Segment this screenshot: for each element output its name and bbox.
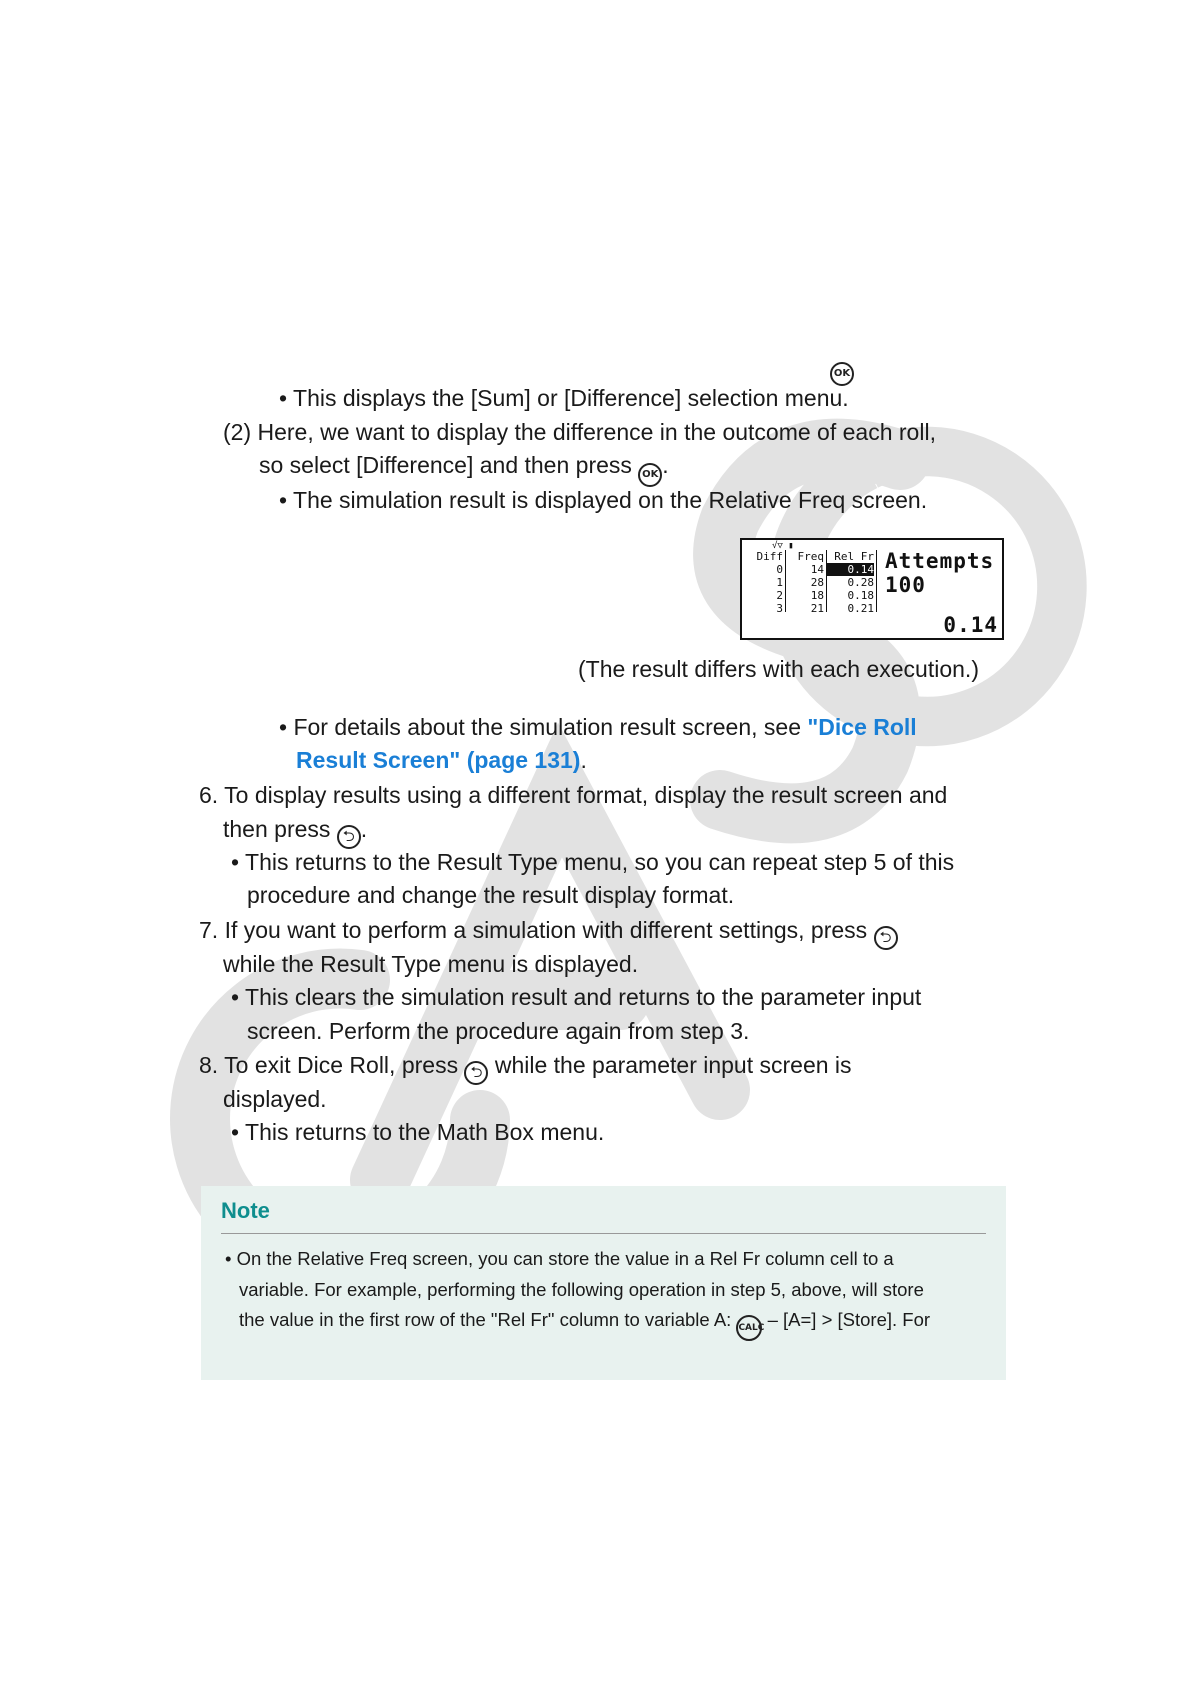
bullet-selection-menu: • This displays the [Sum] or [Difference] selection menu. — [279, 385, 849, 411]
back-key-icon: ⮌ — [464, 1061, 488, 1085]
bullet-details-line2 — [296, 745, 587, 775]
back-key-icon: ⮌ — [337, 825, 361, 849]
note-line3-text: the value in the first row of the "Rel Fr" column to variable A: — [239, 1309, 737, 1330]
relfr-cell: 0.28 — [847, 576, 874, 589]
substep-2-period: . — [662, 452, 669, 478]
back-key-icon: ⮌ — [874, 926, 898, 950]
substep-2-line2 — [259, 450, 669, 487]
screen-caption: (The result differs with each execution.) — [578, 656, 979, 682]
step-8-text: 8. To exit Dice Roll, press — [199, 1052, 465, 1078]
details-text: • For details about the simulation result screen, see — [279, 714, 808, 740]
freq-cell: 18 — [810, 589, 824, 602]
result-value: 0.14 — [943, 613, 998, 637]
bullet-details-line1 — [279, 712, 917, 742]
note-divider — [221, 1233, 986, 1234]
step-6-line1: 6. To display results using a different format, display the result screen and — [199, 782, 948, 808]
relfr-header: Rel Fr — [834, 550, 874, 563]
note-line: • On the Relative Freq screen, you can store the value in a Rel Fr column cell to a — [225, 1248, 894, 1269]
relfr-cell: 0.18 — [847, 589, 874, 602]
relfr-cell-selected: 0.14 — [826, 563, 874, 576]
ok-key-line — [830, 349, 854, 386]
dice-roll-link[interactable]: "Dice Roll — [807, 714, 917, 740]
diff-cell: 0 — [776, 563, 783, 576]
freq-column — [785, 550, 827, 615]
step-6-text: then press — [223, 816, 337, 842]
step-8-text-cont: while the parameter input screen is — [488, 1052, 852, 1078]
diff-cell: 3 — [776, 602, 783, 615]
attempts-value: 100 — [885, 573, 926, 597]
note-box — [201, 1186, 1006, 1380]
note-line: variable. For example, performing the following operation in step 5, above, will store — [239, 1279, 924, 1300]
note-line3-cont: – [A=] > [Store]. For — [762, 1309, 931, 1330]
details-period: . — [580, 747, 587, 773]
substep-2-line1: (2) Here, we want to display the difference in the outcome of each roll, — [223, 419, 936, 445]
bullet-simulation-result: • The simulation result is displayed on the Relative Freq screen. — [279, 487, 928, 513]
step-6-line2 — [223, 814, 367, 849]
step-7-bullet-line2: screen. Perform the procedure again from step 3. — [247, 1018, 750, 1044]
freq-header: Freq — [797, 550, 824, 563]
step-8-line2: displayed. — [223, 1086, 327, 1112]
ok-key-icon: OK — [830, 362, 854, 386]
catalog-key-icon: CALC — [736, 1315, 762, 1341]
relfr-cell: 0.21 — [847, 602, 874, 615]
step-8-bullet: • This returns to the Math Box menu. — [231, 1119, 605, 1145]
freq-cell: 21 — [810, 602, 824, 615]
step-7-line1 — [199, 915, 898, 950]
ok-key-icon: OK — [638, 463, 662, 487]
diff-column — [745, 550, 783, 615]
dice-roll-link-cont[interactable]: Result Screen" (page 131) — [296, 747, 581, 773]
diff-cell: 2 — [776, 589, 783, 602]
step-7-text: 7. If you want to perform a simulation with different settings, press — [199, 917, 874, 943]
freq-cell: 14 — [810, 563, 824, 576]
note-line — [239, 1307, 930, 1341]
step-6-period: . — [360, 816, 368, 842]
step-7-bullet-line1: • This clears the simulation result and returns to the parameter input — [231, 984, 922, 1010]
substep-2-text: so select [Difference] and then press — [259, 452, 639, 478]
diff-header: Diff — [756, 550, 783, 563]
calculator-screen — [740, 538, 1004, 640]
step-8-line1 — [199, 1050, 852, 1085]
attempts-label: Attempts — [885, 549, 995, 573]
step-6-bullet-line2: procedure and change the result display format. — [247, 882, 735, 908]
step-7-line2: while the Result Type menu is displayed. — [223, 951, 639, 977]
freq-cell: 28 — [810, 576, 824, 589]
step-6-bullet-line1: • This returns to the Result Type menu, so you can repeat step 5 of this — [231, 849, 955, 875]
diff-cell: 1 — [776, 576, 783, 589]
relfr-column — [826, 550, 877, 615]
note-title: Note — [221, 1198, 270, 1223]
status-indicator: √▽ ▮ — [772, 541, 794, 551]
